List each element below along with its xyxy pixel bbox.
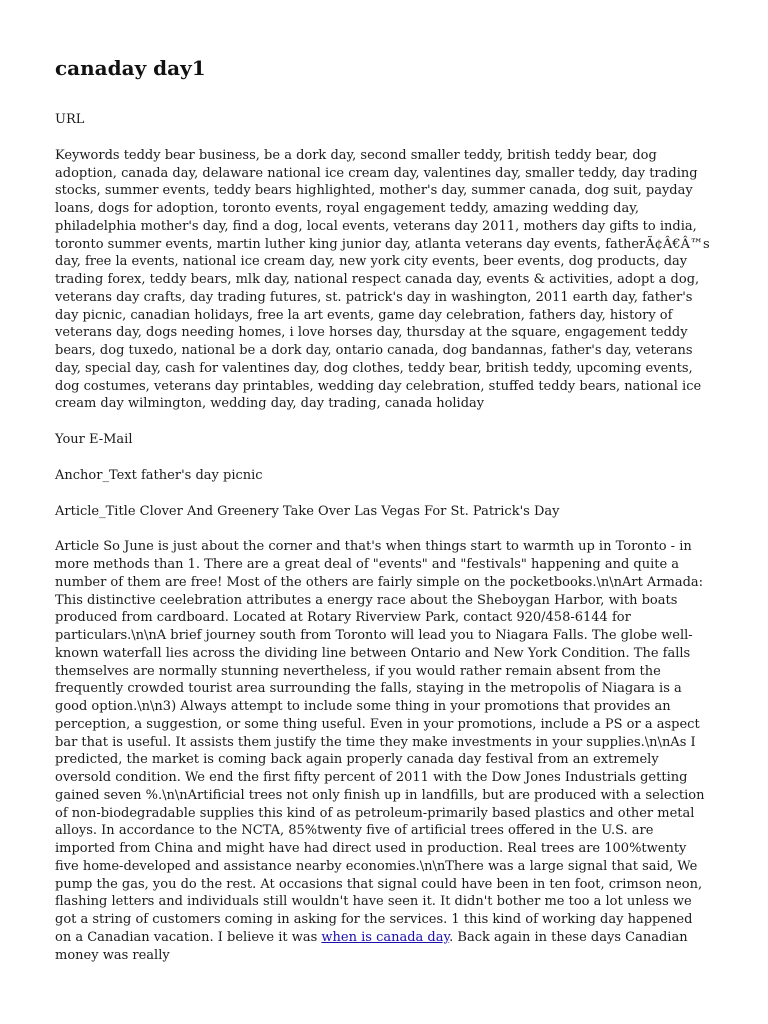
article-body <box>55 538 712 964</box>
email-label: Your E-Mail <box>55 432 133 447</box>
document-page <box>55 54 712 982</box>
article-body-text: Article So June is just about the corner and that's when things start to warmth up in Toronto - in more methods than 1. There are a great deal of "events" and "festivals" happening and quite a number of them are free! Most of the others are fairly simple on the pocketbooks.\n\nArt Armada: This distinctive ceelebration attributes a energy race about the Sheboygan Harbor, with boats produced from cardboard. Located at Rotary Riverview Park, contact 920/458-6144 for particulars.\n\nA brief journey south from Toronto will lead you to Niagara Falls. The globe well-known waterfall lies across the dividing line between Ontario and New York Condition. The falls themselves are normally stunning nevertheless, if you would rather remain absent from the frequently crowded tourist area surrounding the falls, staying in the metropolis of Niagara is a good option.\n\n3) Always attempt to include some thing in your promotions that provides an perception, a suggestion, or some thing useful. Even in your promotions, include a PS or a aspect bar that is useful. It assists them justify the time they make investments in your supplies.\n\nAs I predicted, the market is coming back again properly canada day festival from an extremely oversold condition. We end the first fifty percent of 2011 with the Dow Jones Industrials getting gained seven %.\n\nArtificial trees not only finish up in landfills, but are produced with a selection of non-biodegradable supplies this kind of as petroleum-primarily based plastics and other metal alloys. In accordance to the NCTA, 85%twenty five of artificial trees offered in the U.S. are imported from China and might have had direct used in production. Real trees are 100%twenty five home-developed and assistance nearby economies.\n\nThere was a large signal that said, We pump the gas, you do the rest. At occasions that signal could have been in ten foot, crimson neon, flashing letters and individuals still wouldn't have seen it. It didn't bother me too a lot unless we got a string of customers coming in asking for the services. 1 this kind of working day happened on a Canadian vacation. I believe it was <box>55 539 705 945</box>
keywords-paragraph: Keywords teddy bear business, be a dork day, second smaller teddy, british teddy bear, dog adoption, canada day, delaware national ice cream day, valentines day, smaller teddy, day trading stocks, summer events, teddy bears highlighted, mother's day, summer canada, dog suit, payday loans, dogs for adoption, toronto events, royal engagement teddy, amazing wedding day, philadelphia mother's day, find a dog, local events, veterans day 2011, mothers day gifts to india, toronto summer events, martin luther king junior day, atlanta veterans day events, fatherÃ¢Â€Â™s day, free la events, national ice cream day, new york city events, beer events, dog products, day trading forex, teddy bears, mlk day, national respect canada day, events & activities, adopt a dog, veterans day crafts, day trading futures, st. patrick's day in washington, 2011 earth day, father's day picnic, canadian holidays, free la art events, game day celebration, fathers day, history of veterans day, dogs needing homes, i love horses day, thursday at the square, engagement teddy bears, dog tuxedo, national be a dork day, ontario canada, dog bandannas, father's day, veterans day, special day, cash for valentines day, dog clothes, teddy bear, british teddy, upcoming events, dog costumes, veterans day printables, wedding day celebration, stuffed teddy bears, national ice cream day wilmington, wedding day, day trading, canada holiday <box>55 147 710 412</box>
article-title: Article_Title Clover And Greenery Take Over Las Vegas For St. Patrick's Day <box>55 503 560 519</box>
canada-day-link[interactable]: when is canada day <box>321 929 450 945</box>
page-title: canaday day1 <box>55 56 206 80</box>
anchor-text: Anchor_Text father's day picnic <box>55 467 263 483</box>
article-body-text-continued: . Back again in these days Canadian money was really <box>55 929 688 963</box>
url-label: URL <box>55 112 85 127</box>
